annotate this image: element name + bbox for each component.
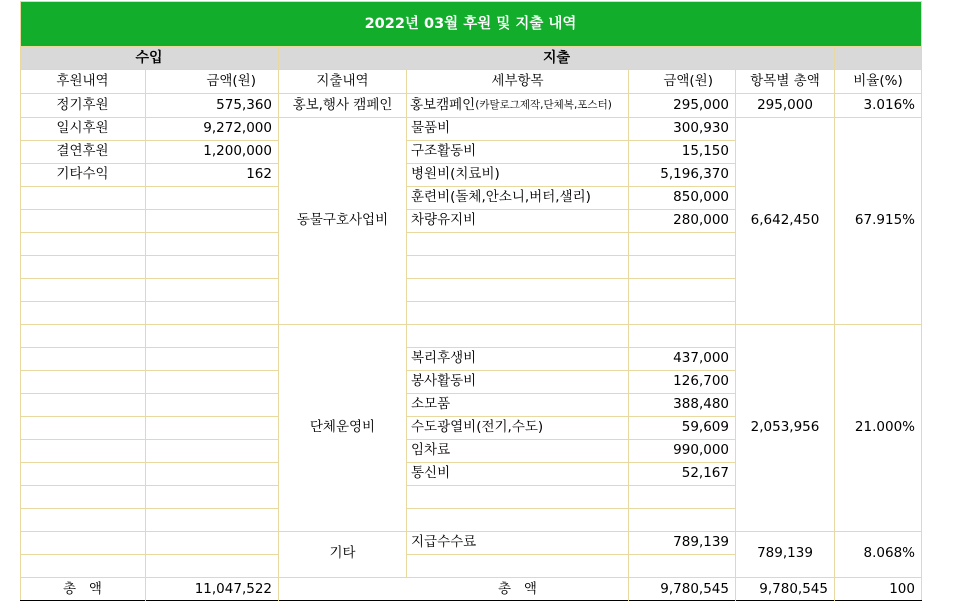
expense-amount: 5,196,370 — [660, 165, 729, 182]
expense-total-ratio: 100 — [889, 580, 915, 597]
grid-line — [20, 69, 922, 70]
grid-line — [145, 69, 146, 601]
income-amount: 1,200,000 — [203, 142, 272, 159]
col-header-expense-category: 지출내역 — [316, 72, 369, 89]
expense-detail — [407, 94, 628, 117]
grid-line — [407, 462, 736, 463]
expense-detail: 지급수수료 — [411, 533, 477, 550]
grid-line — [406, 69, 407, 577]
grid-line — [20, 186, 279, 187]
expense-detail-main: 홍보캠페인 — [410, 96, 476, 113]
grid-line — [921, 1, 922, 601]
col-header-income-item: 후원내역 — [56, 72, 109, 89]
grid-line — [407, 554, 736, 555]
grid-line — [20, 600, 922, 601]
grid-line — [407, 209, 736, 210]
col-header-group-total: 항목별 총액 — [750, 72, 820, 89]
group-total: 2,053,956 — [750, 418, 820, 435]
expense-detail: 병원비(치료비) — [411, 165, 500, 182]
expense-detail: 훈련비(돌체,안소니,버터,샐리) — [411, 188, 591, 205]
grid-line — [20, 462, 279, 463]
group-total: 295,000 — [757, 96, 813, 113]
grid-line — [20, 416, 279, 417]
grid-line — [20, 508, 279, 509]
grid-line — [20, 554, 279, 555]
grid-line — [735, 69, 736, 601]
grid-line — [20, 232, 279, 233]
grid-line — [20, 577, 922, 578]
grid-line — [407, 255, 736, 256]
expense-total-amount: 9,780,545 — [660, 580, 729, 597]
grid-line — [407, 186, 736, 187]
report-title: 2022년 03월 후원 및 지출 내역 — [20, 2, 921, 46]
grid-line — [20, 46, 922, 47]
expense-detail: 구조활동비 — [411, 142, 477, 159]
grid-line — [407, 278, 736, 279]
expense-category: 홍보,행사 캠페인 — [292, 96, 393, 113]
grid-line — [20, 393, 279, 394]
expense-amount: 990,000 — [673, 441, 729, 458]
expense-detail: 임차료 — [411, 441, 451, 458]
grid-line — [20, 301, 279, 302]
expense-amount: 388,480 — [673, 395, 729, 412]
expense-amount: 850,000 — [673, 188, 729, 205]
grid-line — [20, 347, 279, 348]
income-item: 일시후원 — [56, 119, 109, 136]
grid-line — [20, 209, 279, 210]
grid-line — [20, 439, 279, 440]
expense-detail: 소모품 — [411, 395, 451, 412]
col-header-ratio: 비율(%) — [853, 72, 903, 89]
expense-category: 단체운영비 — [309, 418, 376, 435]
grid-line — [20, 370, 279, 371]
col-header-expense-detail: 세부항목 — [491, 72, 544, 89]
income-amount: 9,272,000 — [203, 119, 272, 136]
grid-line — [407, 416, 736, 417]
grid-line — [407, 232, 736, 233]
grid-line — [20, 140, 279, 141]
group-total: 6,642,450 — [750, 211, 820, 228]
group-ratio: 3.016% — [863, 96, 915, 113]
income-item: 정기후원 — [56, 96, 109, 113]
col-header-expense-amount: 금액(원) — [663, 72, 713, 89]
grid-line — [407, 485, 736, 486]
expense-amount: 15,150 — [681, 142, 729, 159]
expense-total-group: 9,780,545 — [759, 580, 828, 597]
income-item: 결연후원 — [56, 142, 109, 159]
expense-category: 기타 — [329, 545, 356, 562]
expense-amount: 126,700 — [673, 372, 729, 389]
expense-amount: 300,930 — [673, 119, 729, 136]
income-total-label: 총 액 — [63, 580, 102, 597]
grid-line — [20, 485, 279, 486]
col-header-income-amount: 금액(원) — [206, 72, 256, 89]
expense-amount: 789,139 — [673, 533, 729, 550]
group-ratio: 67.915% — [854, 211, 915, 228]
group-ratio: 21.000% — [854, 418, 915, 435]
expense-total-label: 총 액 — [498, 580, 537, 597]
grid-line — [20, 163, 279, 164]
grid-line — [407, 163, 736, 164]
grid-line — [407, 347, 736, 348]
expense-amount: 280,000 — [673, 211, 729, 228]
expense-detail: 복리후생비 — [411, 349, 477, 366]
income-section-header: 수입 — [20, 47, 278, 69]
group-ratio: 8.068% — [863, 544, 915, 561]
income-total-amount: 11,047,522 — [194, 580, 272, 597]
grid-line — [407, 301, 736, 302]
grid-line — [278, 46, 279, 601]
income-item: 기타수익 — [56, 165, 109, 182]
income-amount: 575,360 — [216, 96, 272, 113]
expense-amount: 295,000 — [673, 96, 729, 113]
expense-section-header: 지출 — [279, 47, 834, 69]
expense-detail: 물품비 — [411, 119, 451, 136]
grid-line — [834, 46, 835, 601]
grid-line — [20, 93, 922, 94]
expense-amount: 59,609 — [681, 418, 729, 435]
expense-detail: 차량유지비 — [411, 211, 477, 228]
grid-line — [628, 69, 629, 601]
grid-line — [20, 1, 922, 2]
header-blank-cell — [835, 47, 921, 69]
grid-line — [20, 278, 279, 279]
grid-line — [20, 324, 922, 325]
group-total: 789,139 — [757, 544, 813, 561]
grid-line — [407, 508, 736, 509]
expense-amount: 437,000 — [673, 349, 729, 366]
expense-detail-note: (카탈로그제작,단체복,포스터) — [475, 99, 612, 112]
expense-detail: 통신비 — [411, 464, 451, 481]
grid-line — [407, 393, 736, 394]
grid-line — [20, 117, 922, 118]
income-amount: 162 — [246, 165, 272, 182]
expense-detail: 수도광열비(전기,수도) — [411, 418, 544, 435]
grid-line — [407, 370, 736, 371]
grid-line — [20, 531, 922, 532]
grid-line — [407, 439, 736, 440]
expense-amount: 52,167 — [681, 464, 729, 481]
expense-category: 동물구호사업비 — [296, 211, 389, 228]
expense-detail: 봉사활동비 — [411, 372, 477, 389]
grid-line — [20, 255, 279, 256]
grid-line — [407, 140, 736, 141]
